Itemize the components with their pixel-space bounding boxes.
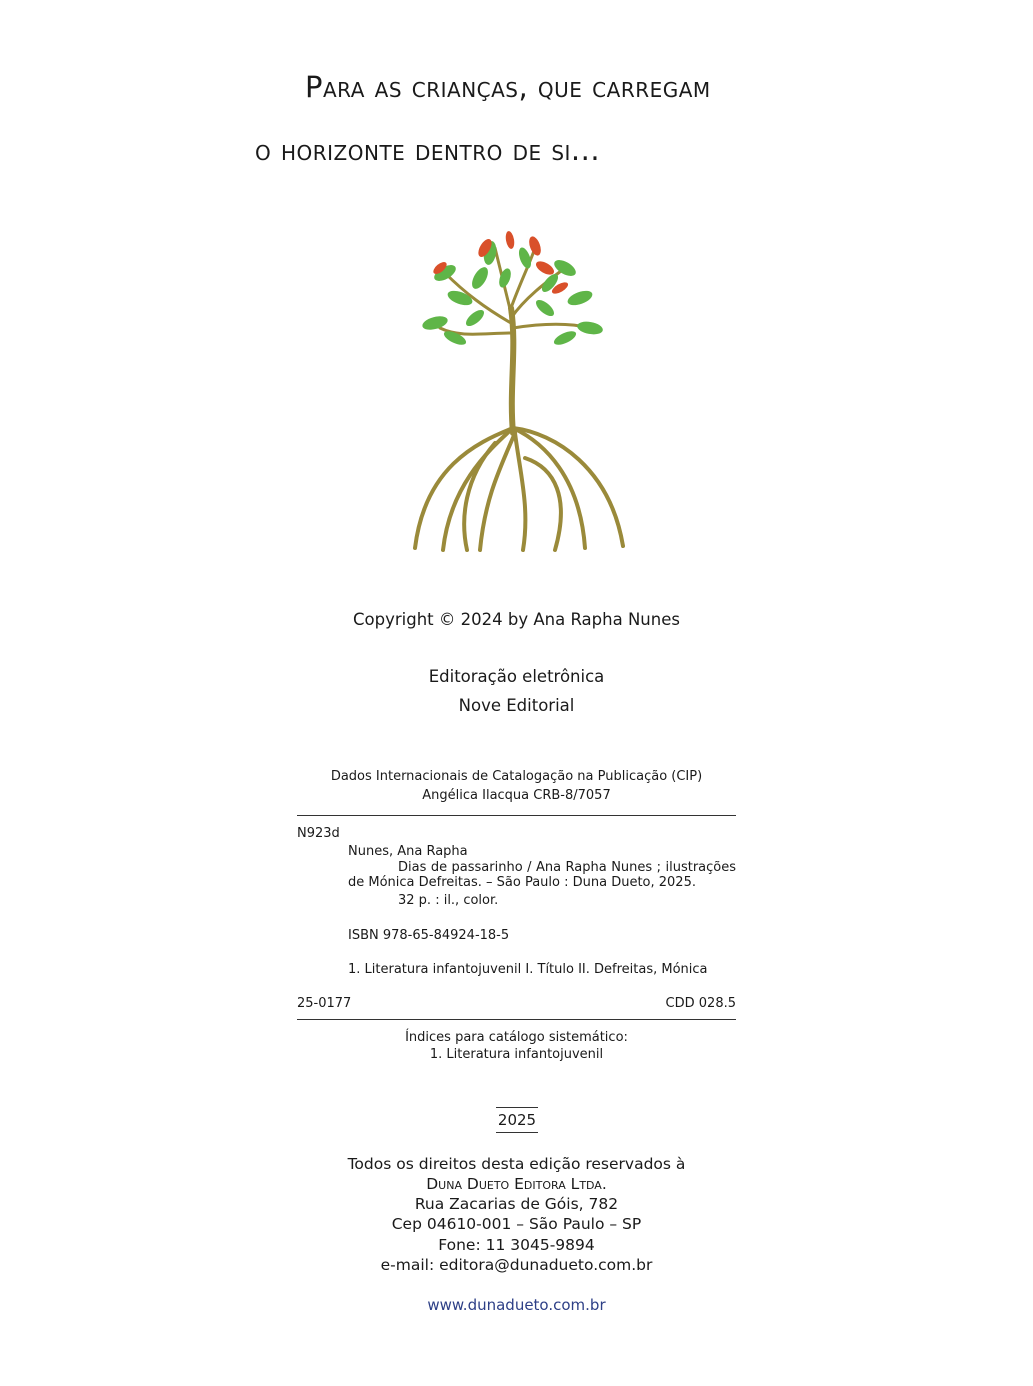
dedication-line-2: o horizonte dentro de si... (255, 133, 601, 167)
publisher-cep: Cep 04610-001 – São Paulo – SP (391, 1215, 642, 1233)
dedication-line-1: Para as crianças, que carregam (305, 70, 711, 104)
copyright-line: Copyright © 2024 by Ana Rapha Nunes (353, 610, 680, 629)
cip-code: N923d (297, 826, 340, 841)
mangrove-tree-illustration (405, 228, 635, 558)
cip-cdd: CDD 028.5 (665, 996, 736, 1011)
cip-subjects: 1. Literatura infantojuvenil I. Título II. Defreitas, Mónica (348, 962, 708, 977)
publisher-phone: Fone: 11 3045-9894 (438, 1236, 595, 1254)
website-link[interactable]: www.dunadueto.com.br (427, 1296, 606, 1314)
rights-statement: Todos os direitos desta edição reservados à (347, 1155, 686, 1173)
cip-title: Dados Internacionais de Catalogação na Publicação (CIP) (330, 769, 703, 784)
cip-author: Nunes, Ana Rapha (348, 844, 468, 859)
cip-index-item: 1. Literatura infantojuvenil (429, 1047, 604, 1062)
cip-isbn: ISBN 978-65-84924-18-5 (348, 928, 510, 943)
publisher-name: Duna Dueto Editora Ltda. (426, 1175, 607, 1193)
cip-top-rule (297, 815, 736, 816)
cip-librarian: Angélica Ilacqua CRB-8/7057 (422, 788, 611, 803)
publisher-email[interactable]: e-mail: editora@dunadueto.com.br (380, 1256, 653, 1274)
editoracao-label: Editoração eletrônica (428, 667, 605, 686)
cip-description: Dias de passarinho / Ana Rapha Nunes ; ilustrações de Mónica Defreitas. – São Paulo : Duna Dueto, 2025. (348, 860, 736, 890)
cip-index-title: Índices para catálogo sistemático: (405, 1030, 628, 1045)
editoracao-name: Nove Editorial (458, 696, 575, 715)
publication-year: 2025 (496, 1107, 538, 1133)
cip-bottom-rule (297, 1019, 736, 1020)
cip-number: 25-0177 (297, 996, 352, 1011)
cip-pages: 32 p. : il., color. (398, 893, 499, 908)
publisher-address: Rua Zacarias de Góis, 782 (414, 1195, 619, 1213)
